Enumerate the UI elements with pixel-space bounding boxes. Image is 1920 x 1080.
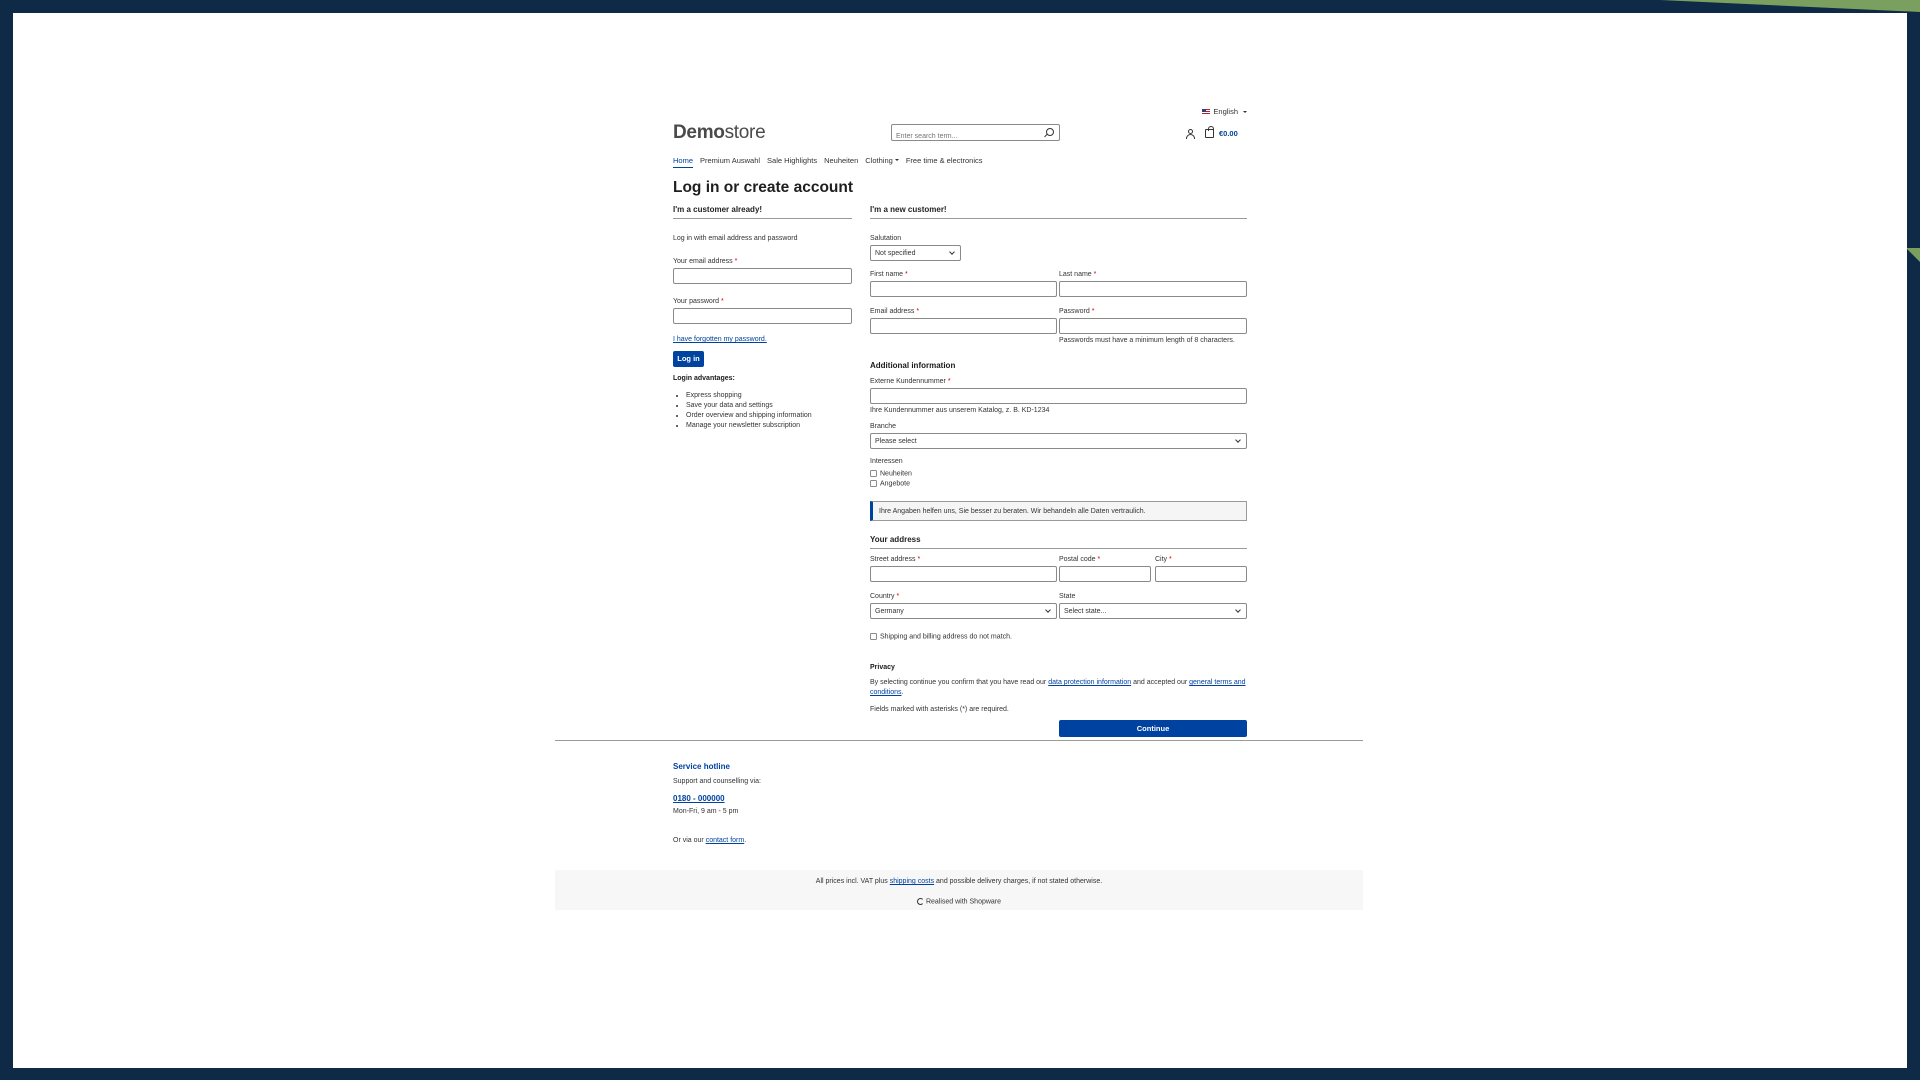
info-alert: Ihre Angaben helfen uns, Sie besser zu beraten. Wir behandeln alle Daten vertraulich. (870, 501, 1247, 521)
language-switcher[interactable] (1202, 107, 1247, 116)
contact-line (673, 837, 973, 844)
privacy-text (870, 678, 1247, 698)
main-navigation (673, 156, 983, 168)
login-title: I'm a customer already! (673, 205, 852, 219)
state-select[interactable] (1059, 603, 1247, 619)
realised-text: Realised with Shopware (925, 898, 1002, 906)
last-name-label: Last name * (1059, 271, 1097, 278)
city-label-text: City (1155, 556, 1168, 563)
chevron-down-icon (1045, 607, 1051, 613)
city-input[interactable] (1155, 566, 1247, 582)
account-icon[interactable] (1186, 129, 1195, 139)
logo-bold: Demo (673, 122, 725, 143)
interest-neuheiten-label: Neuheiten (880, 470, 912, 478)
contact-form-link[interactable]: contact form (705, 837, 745, 844)
register-title: I'm a new customer! (870, 205, 1247, 219)
email-input[interactable] (870, 318, 1057, 334)
hotline-title: Service hotline (673, 762, 730, 771)
last-name-label-text: Last name (1059, 271, 1092, 278)
corner-decoration (1660, 0, 1920, 12)
terms-link[interactable]: general terms and conditions (870, 679, 1246, 696)
interests-group (870, 458, 912, 488)
interests-label: Interessen (870, 458, 903, 465)
advantages-list (673, 391, 873, 431)
advantages-title: Login advantages: (673, 375, 735, 382)
data-protection-link[interactable]: data protection information (1048, 679, 1132, 686)
customer-no-label-text: Externe Kundennummer (870, 378, 946, 385)
country-select[interactable] (870, 603, 1057, 619)
checkbox[interactable] (870, 480, 877, 487)
postal-input[interactable] (1059, 566, 1151, 582)
chevron-down-icon (895, 159, 899, 163)
search-input[interactable] (892, 129, 1037, 144)
postal-label: Postal code * (1059, 556, 1101, 563)
country-label-text: Country (870, 593, 895, 600)
hotline-hours: Mon-Fri, 9 am - 5 pm (673, 808, 739, 815)
address-title: Your address (870, 535, 1247, 549)
nav-item-home[interactable]: Home (673, 156, 693, 168)
interest-angebote-label: Angebote (880, 480, 910, 488)
privacy-text-2: and accepted our (1133, 679, 1188, 686)
us-flag-icon (1202, 109, 1210, 114)
nav-item-premium[interactable]: Premium Auswahl (700, 156, 761, 165)
search-box (891, 124, 1060, 141)
list-item: • Express shopping (686, 391, 873, 401)
password-label: Password * (1059, 308, 1095, 315)
email-label: Email address * (870, 308, 920, 315)
branche-select[interactable] (870, 433, 1247, 449)
realised-with[interactable] (555, 898, 1363, 905)
footer-divider (555, 740, 1363, 741)
state-label: State (1059, 593, 1076, 600)
login-password-label: Your password * (673, 298, 724, 305)
logo-light: store (724, 122, 766, 143)
contact-suffix: . (744, 837, 747, 844)
chevron-down-icon (1243, 111, 1247, 113)
login-email-label: Your email address * (673, 258, 738, 265)
privacy-text-1: By selecting continue you confirm that you have read our (870, 679, 1047, 686)
street-input[interactable] (870, 566, 1057, 582)
browser-viewport (13, 13, 1907, 1068)
chevron-down-icon (949, 249, 955, 255)
side-decoration (1906, 248, 1920, 262)
cart-icon[interactable] (1205, 129, 1214, 138)
vat-suffix: and possible delivery charges, if not stated otherwise. (936, 878, 1103, 885)
customer-no-input[interactable] (870, 388, 1247, 404)
additional-info-title: Additional information (870, 361, 956, 370)
language-label: English (1213, 107, 1238, 116)
list-item: • Order overview and shipping information (686, 411, 873, 421)
login-button[interactable]: Log in (673, 351, 704, 367)
footer-service (673, 762, 973, 844)
list-item: • Save your data and settings (686, 401, 873, 411)
password-label-text: Password (1059, 308, 1090, 315)
first-name-label: First name * (870, 271, 908, 278)
city-label: City * (1155, 556, 1172, 563)
customer-no-label: Externe Kundennummer * (870, 378, 951, 385)
branche-label: Branche (870, 423, 897, 430)
vat-notice (555, 878, 1363, 885)
logo[interactable] (673, 122, 765, 144)
continue-button[interactable]: Continue (1059, 720, 1247, 737)
footer-bottom (555, 870, 1363, 910)
login-email-label-text: Your email address (673, 258, 733, 265)
last-name-input[interactable] (1059, 281, 1247, 297)
login-password-input[interactable] (673, 308, 852, 324)
contact-prefix: Or via our (673, 837, 704, 844)
email-label-text: Email address (870, 308, 915, 315)
shopware-icon (917, 898, 924, 905)
cart-total[interactable]: €0.00 (1219, 129, 1238, 138)
required-note: Fields marked with asterisks (*) are required. (870, 706, 1009, 713)
privacy-text-3: . (901, 689, 904, 696)
search-icon[interactable] (1046, 128, 1054, 136)
support-text: Support and counselling via: (673, 778, 761, 785)
page-title: Log in or create account (673, 179, 854, 196)
nav-item-freetime[interactable]: Free time & electronics (905, 156, 983, 165)
interest-neuheiten[interactable] (870, 470, 912, 477)
checkbox[interactable] (870, 470, 877, 477)
chevron-down-icon (1235, 607, 1241, 613)
nav-item-sale[interactable]: Sale Highlights (767, 156, 818, 165)
shipping-diff-label: Shipping and billing address do not match. (880, 633, 1012, 641)
login-section (673, 205, 852, 429)
chevron-down-icon (1235, 437, 1241, 443)
nav-item-clothing[interactable] (865, 156, 899, 168)
branche-value: Please select (875, 438, 917, 445)
list-item: • Manage your newsletter subscription (686, 421, 873, 431)
first-name-input[interactable] (870, 281, 1057, 297)
password-hint: Passwords must have a minimum length of 8 characters. (1059, 337, 1235, 344)
salutation-select[interactable] (870, 245, 961, 261)
hotline-phone[interactable]: 0180 - 000000 (673, 794, 725, 803)
site-header (673, 121, 1247, 145)
password-input[interactable] (1059, 318, 1247, 334)
interest-angebote[interactable] (870, 480, 912, 487)
login-email-input[interactable] (673, 268, 852, 284)
street-label: Street address * (870, 556, 921, 563)
forgot-password-link[interactable]: I have forgotten my password. (673, 336, 767, 343)
vat-prefix: All prices incl. VAT plus (815, 878, 888, 885)
checkbox[interactable] (870, 633, 877, 640)
state-value: Select state... (1064, 608, 1107, 615)
nav-item-clothing-label: Clothing (865, 156, 893, 165)
postal-label-text: Postal code (1059, 556, 1096, 563)
first-name-label-text: First name (870, 271, 904, 278)
country-value: Germany (875, 608, 904, 615)
street-label-text: Street address (870, 556, 916, 563)
salutation-label: Salutation (870, 235, 902, 242)
privacy-title: Privacy (870, 664, 895, 671)
register-section (870, 205, 1247, 733)
shipping-costs-link[interactable]: shipping costs (889, 878, 935, 885)
login-intro: Log in with email address and password (673, 235, 798, 242)
nav-item-neuheiten[interactable]: Neuheiten (824, 156, 859, 165)
salutation-value: Not specified (875, 250, 916, 257)
country-label: Country * (870, 593, 900, 600)
customer-no-hint: Ihre Kundennummer aus unserem Katalog, z. B. KD-1234 (870, 407, 1050, 414)
shipping-diff-option[interactable] (870, 633, 1012, 640)
login-password-label-text: Your password (673, 298, 720, 305)
